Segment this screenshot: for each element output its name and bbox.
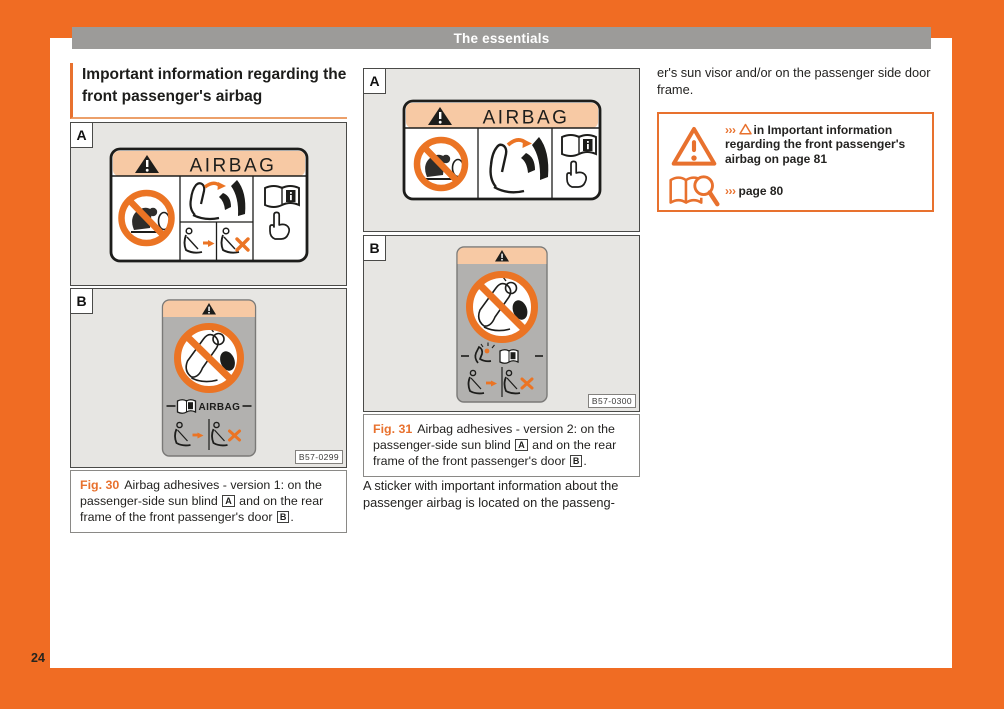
svg-text:AIRBAG: AIRBAG xyxy=(198,402,240,413)
chevrons: ››› xyxy=(725,123,736,137)
caption-text: and on the rear frame of the front passenger's door xyxy=(80,494,324,525)
warning-triangle-inline-icon xyxy=(739,123,752,135)
continuation-paragraph: er's sun visor and/or on the passenger side door frame. xyxy=(657,65,931,98)
figure-number: Fig. 31 xyxy=(373,422,413,436)
manual-book-icon xyxy=(500,350,518,364)
panel-label-b: B xyxy=(70,288,93,314)
ref-box-a: A xyxy=(515,439,528,451)
caption-text: Airbag adhesives - version 2: on the passenger-side sun blind xyxy=(373,422,615,453)
cross-reference-box xyxy=(657,112,934,212)
figure31-panel-b xyxy=(363,235,640,412)
svg-text:AIRBAG: AIRBAG xyxy=(482,107,569,129)
panel-label-b: B xyxy=(363,235,386,261)
figure31-panel-a xyxy=(363,68,640,232)
page-reference-text: ››› page 80 xyxy=(725,184,784,198)
ref-box-b: B xyxy=(277,511,290,523)
header-bar xyxy=(72,27,931,49)
warning-triangle-icon xyxy=(670,125,718,168)
airbag-warning-label-horizontal-v2 xyxy=(402,99,602,201)
airbag-warning-label-vertical-v1 xyxy=(161,299,256,457)
svg-text:AIRBAG: AIRBAG xyxy=(189,155,276,177)
no-rear-facing-child-seat-icon xyxy=(469,274,534,340)
caption-text: and on the rear frame of the front passenger's door xyxy=(373,438,617,469)
figure30-caption: Fig. 30 Airbag adhesives - version 1: on the passenger-side sun blind A and on the rear frame of the front passenger's door B . xyxy=(70,470,347,533)
airbag-warning-label-vertical-v2 xyxy=(456,246,548,403)
page-number: 24 xyxy=(31,651,45,665)
manual-book-icon xyxy=(177,400,195,414)
body-paragraph: A sticker with important information about the passenger airbag is located on the passeng- xyxy=(363,478,619,511)
no-rear-facing-child-seat-icon xyxy=(177,325,240,390)
airbag-warning-label-horizontal-v1 xyxy=(109,147,309,263)
image-code: B57-0299 xyxy=(295,450,343,464)
manual-book-icon xyxy=(265,186,299,207)
panel-label-a: A xyxy=(70,122,93,148)
figure31-caption: Fig. 31 Airbag adhesives - version 2: on the passenger-side sun blind A and on the rear frame of the front passenger's door B . xyxy=(363,414,640,477)
figure-number: Fig. 30 xyxy=(80,478,120,492)
warning-reference-text: ››› in Important information regarding the front passenger's airbag on page 81 xyxy=(725,123,906,166)
section-heading: Important information regarding the front passenger's airbag xyxy=(70,63,347,119)
header-title: The essentials xyxy=(453,30,550,46)
figure30-panel-a xyxy=(70,122,347,286)
manual-book-icon xyxy=(562,135,596,156)
ref-box-b: B xyxy=(570,455,583,467)
book-search-icon xyxy=(667,172,721,209)
chevrons: ››› xyxy=(725,184,736,198)
panel-label-a: A xyxy=(363,68,386,94)
image-code: B57-0300 xyxy=(588,394,636,408)
caption-text: Airbag adhesives - version 1: on the passenger-side sun blind xyxy=(80,478,322,509)
ref-box-a: A xyxy=(222,495,235,507)
figure30-panel-b xyxy=(70,288,347,468)
